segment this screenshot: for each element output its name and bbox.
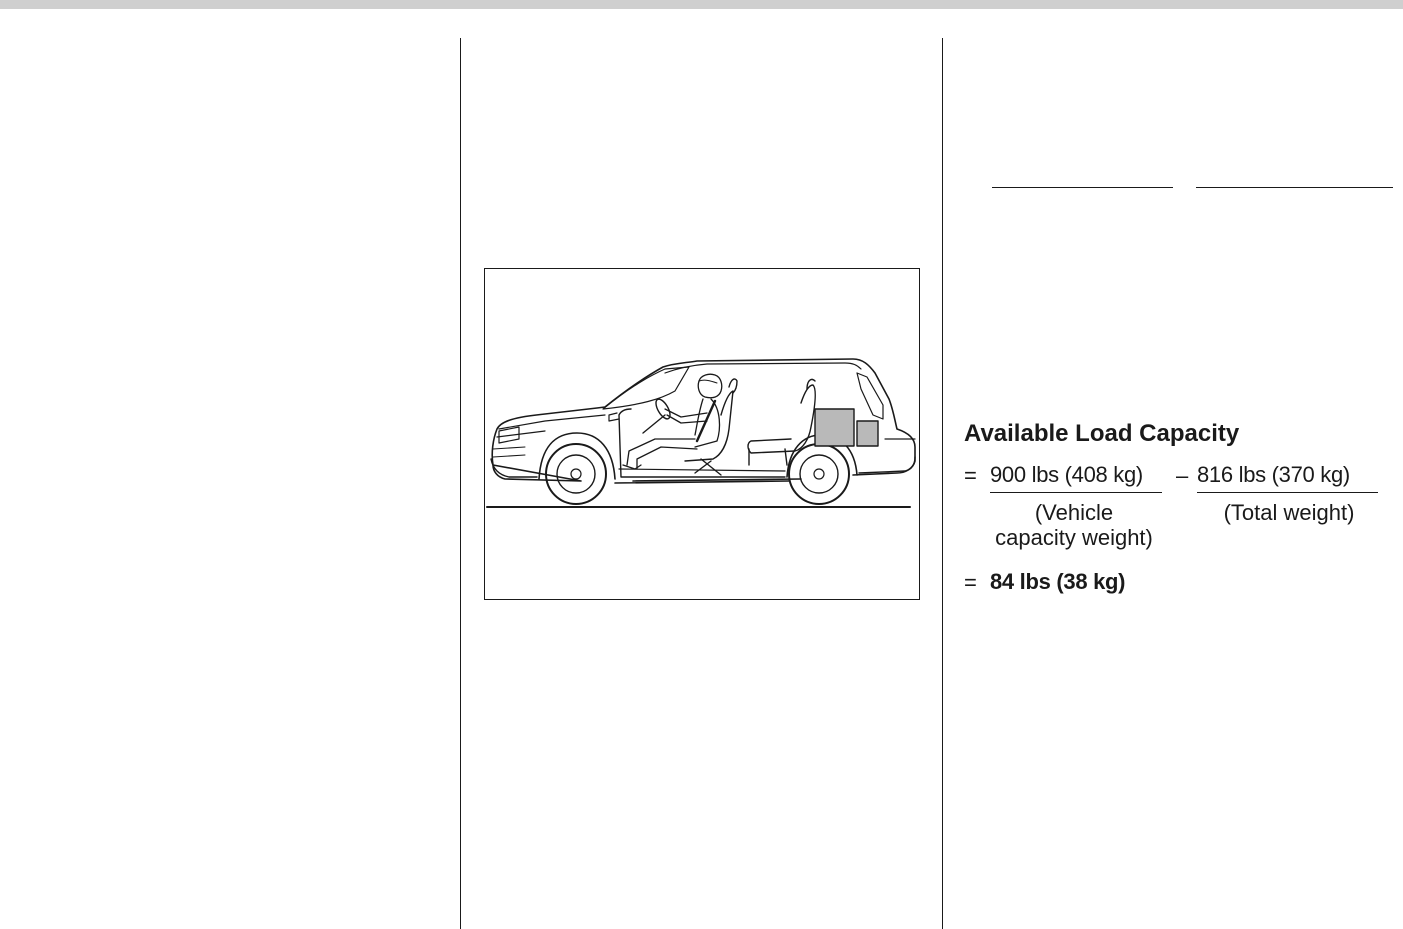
vehicle-capacity-label-line1: (Vehicle [1034,500,1114,525]
vehicle-capacity-value: 900 lbs (408 kg) [990,462,1162,493]
page-top-bar [0,0,1403,9]
vehicle-illustration-frame [484,268,920,600]
calculation-heading: Available Load Capacity [964,420,1240,447]
driver-figure-icon [623,374,722,469]
vehicle-capacity-label [976,500,1172,550]
result-equals-sign: = [964,570,977,595]
driver-seat-icon [685,379,737,475]
blank-underline-left [992,187,1173,188]
total-weight-value: 816 lbs (370 kg) [1197,462,1378,493]
column-divider-left [460,38,461,929]
total-weight-label: (Total weight) [1223,500,1355,525]
steering-wheel-icon [643,397,673,433]
vehicle-capacity-label-line2: capacity weight) [995,525,1153,550]
minus-sign: – [1176,463,1189,488]
column-divider-right [942,38,943,929]
available-load-result: 84 lbs (38 kg) [990,569,1126,594]
vehicle-side-view-icon [485,269,919,599]
rear-seat-icon [748,379,815,465]
cargo-boxes-icon [815,409,878,446]
blank-underline-right [1196,187,1393,188]
rear-wheel-icon [789,444,849,504]
front-wheel-icon [546,444,606,504]
equals-sign: = [964,463,977,488]
